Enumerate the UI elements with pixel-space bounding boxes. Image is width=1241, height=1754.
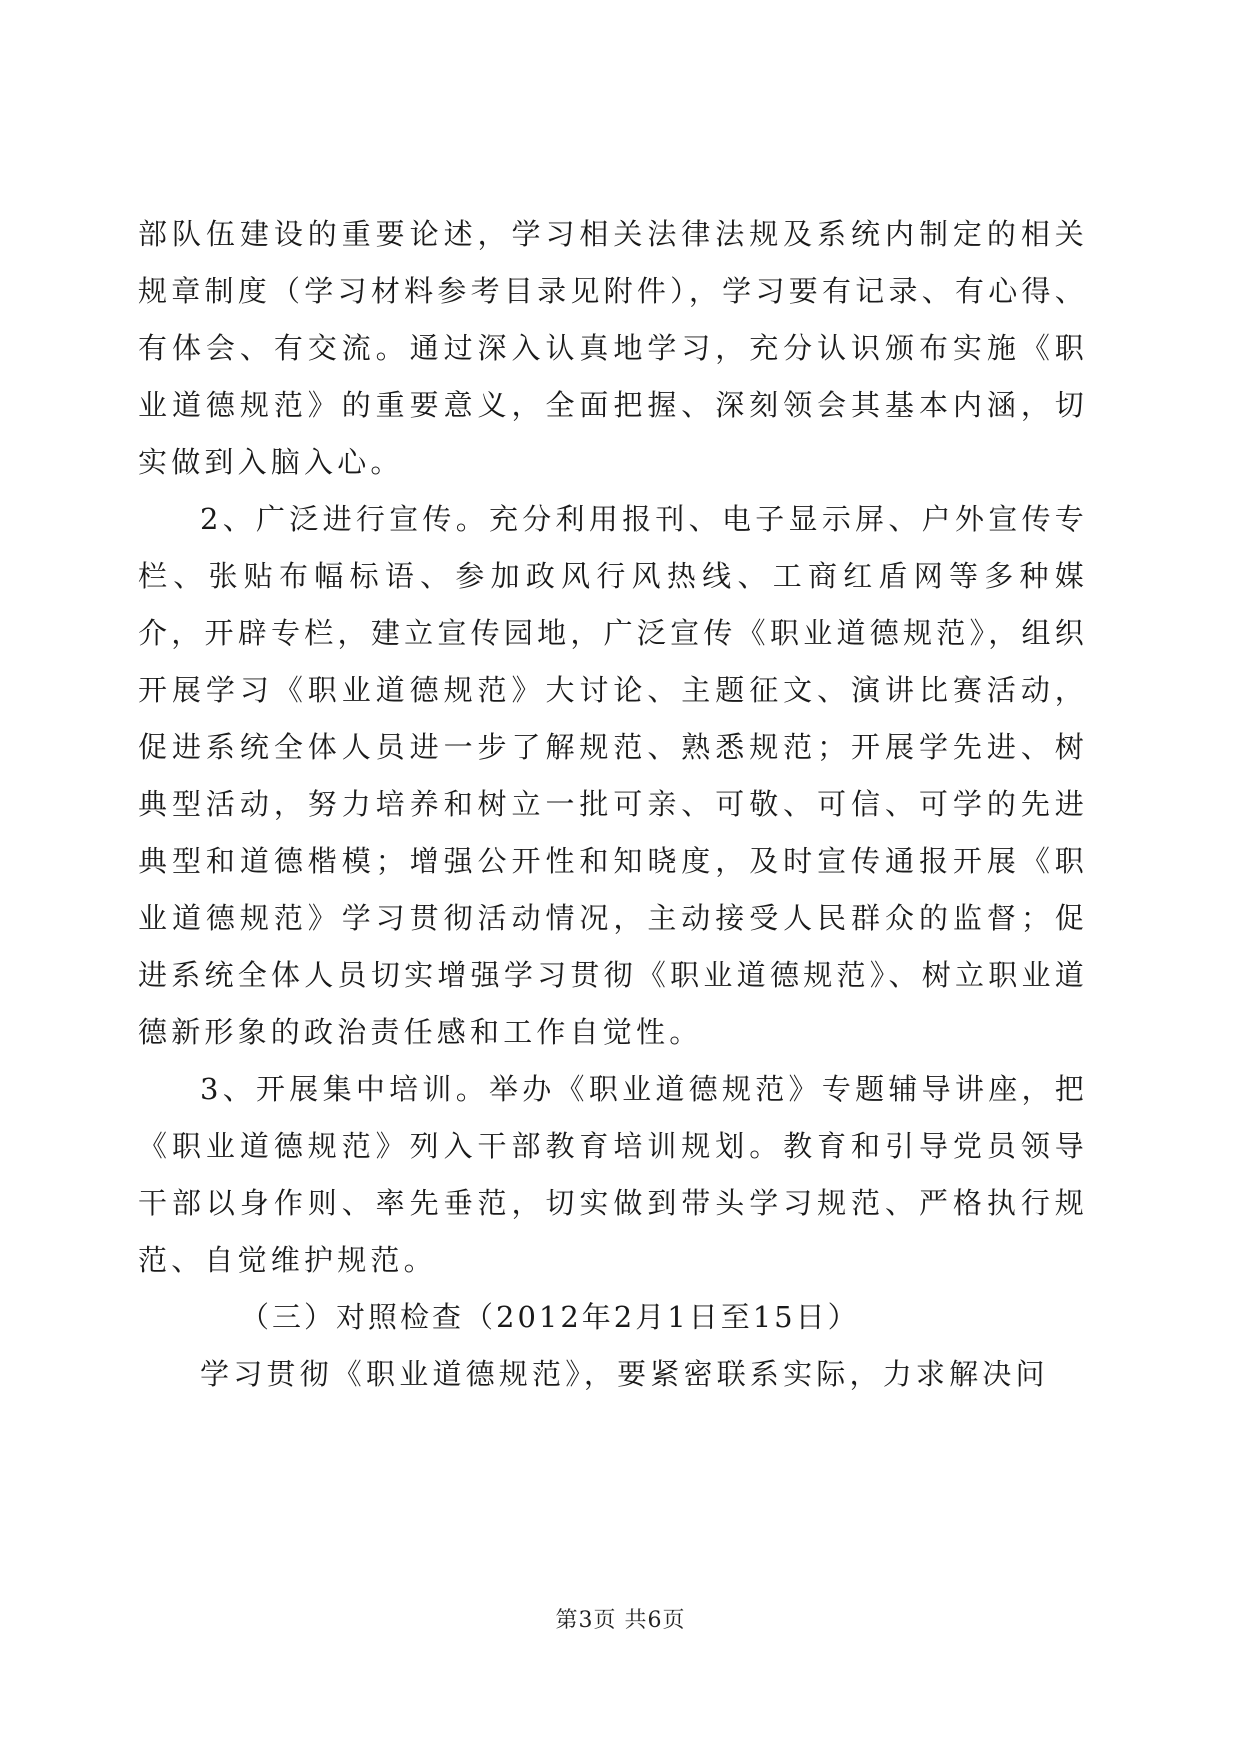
section-heading: （三）对照检查（2012年2月1日至15日）: [240, 1300, 860, 1334]
page-footer: 第3页 共6页: [555, 1608, 686, 1633]
paragraph-item-3: 3、开展集中培训。举办《职业道德规范》专题辅导讲座，把《职业道德规范》列入干部教育培训规划。教育和引导党员领导干部以身作则、率先垂范，切实做到带头学习规范、严格执行规范、自觉维护规范。: [138, 1072, 1088, 1277]
document-body: [138, 206, 1088, 1403]
paragraph-item-2: 2、广泛进行宣传。充分利用报刊、电子显示屏、户外宣传专栏、张贴布幅标语、参加政风行风热线、工商红盾网等多种媒介，开辟专栏，建立宣传园地，广泛宣传《职业道德规范》，组织开展学习《职业道德规范》大讨论、主题征文、演讲比赛活动，促进系统全体人员进一步了解规范、熟悉规范；开展学先进、树典型活动，努力培养和树立一批可亲、可敬、可信、可学的先进典型和道德楷模；增强公开性和知晓度，及时宣传通报开展《职业道德规范》学习贯彻活动情况，主动接受人民群众的监督；促进系统全体人员切实增强学习贯彻《职业道德规范》、树立职业道德新形象的政治责任感和工作自觉性。: [138, 502, 1088, 1049]
paragraph-continuation: 部队伍建设的重要论述，学习相关法律法规及系统内制定的相关规章制度（学习材料参考目录见附件），学习要有记录、有心得、有体会、有交流。通过深入认真地学习，充分认识颁布实施《职业道德规范》的重要意义，全面把握、深刻领会其基本内涵，切实做到入脑入心。: [138, 217, 1088, 479]
paragraph-last: 学习贯彻《职业道德规范》，要紧密联系实际，力求解决问: [200, 1357, 1049, 1391]
